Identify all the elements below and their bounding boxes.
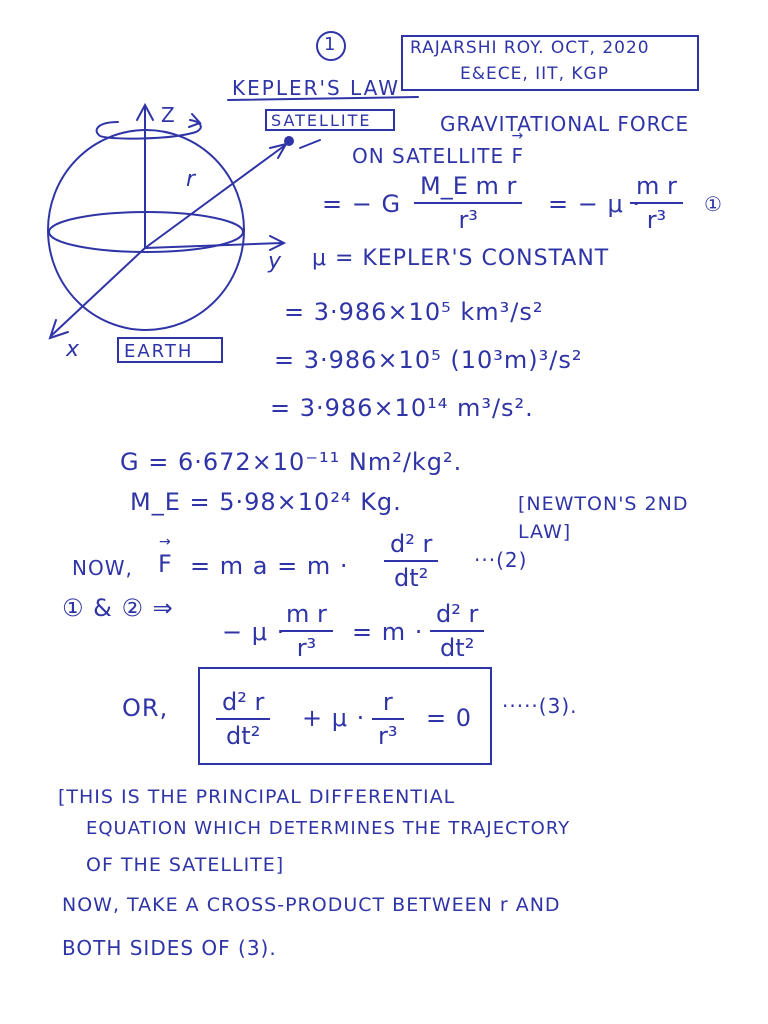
axis-x-label: x bbox=[66, 337, 80, 362]
now-label: NOW, bbox=[72, 556, 133, 580]
eq3-denominator2: r³ bbox=[378, 722, 398, 750]
eq1-mid: = − μ · bbox=[548, 190, 642, 218]
or-label: OR, bbox=[122, 694, 169, 722]
combine-numerator: m r bbox=[280, 598, 333, 632]
eq3-tag: ·····(3). bbox=[502, 694, 578, 718]
combine-numerator2: d² r bbox=[430, 598, 484, 632]
note-line2: EQUATION WHICH DETERMINES THE TRAJECTORY bbox=[86, 818, 571, 839]
note-line3: OF THE SATELLITE] bbox=[86, 854, 285, 876]
eq2-tag: ···(2) bbox=[474, 548, 528, 572]
force-line2 bbox=[352, 144, 524, 168]
newton-numerator: d² r bbox=[384, 528, 438, 562]
axis-y-label: y bbox=[268, 249, 282, 274]
combine-denominator2: dt² bbox=[440, 634, 475, 662]
newton-F bbox=[158, 550, 173, 578]
author-line: RAJARSHI ROY. OCT, 2020 bbox=[410, 38, 650, 58]
eq3-fraction bbox=[216, 686, 270, 752]
newton-fraction bbox=[384, 528, 438, 594]
eq3-numerator: d² r bbox=[216, 686, 270, 720]
eq1-lhs: = − G bbox=[322, 190, 402, 218]
x-axis bbox=[52, 248, 145, 335]
eq3-plus: + μ · bbox=[302, 704, 366, 732]
eq3-denominator: dt² bbox=[226, 722, 261, 750]
force-line1: GRAVITATIONAL FORCE bbox=[440, 112, 690, 136]
eq3-rhs: = 0 bbox=[426, 704, 473, 732]
earth-label: EARTH bbox=[124, 341, 194, 362]
mu-definition: μ = KEPLER'S CONSTANT bbox=[312, 246, 610, 271]
axis-z-label: Z bbox=[161, 103, 175, 127]
force-vector-F: → F bbox=[512, 144, 525, 168]
dept-line: E&ECE, IIT, KGP bbox=[460, 64, 609, 84]
eq1-fraction bbox=[414, 170, 522, 236]
next-line2: BOTH SIDES OF (3). bbox=[62, 936, 277, 960]
combine-minus-mu: − μ · bbox=[222, 618, 286, 646]
next-line1: NOW, TAKE A CROSS-PRODUCT BETWEEN r AND bbox=[62, 894, 561, 916]
combine-fraction2 bbox=[430, 598, 484, 664]
eq1-tag: ① bbox=[704, 192, 723, 216]
vector-r-label: r bbox=[186, 167, 196, 192]
eq3-fraction2 bbox=[372, 686, 404, 752]
newton-bracket: [NEWTON'S 2ND LAW] bbox=[518, 493, 689, 543]
newton-F-vec: → F bbox=[158, 550, 173, 578]
satellite-dot bbox=[284, 136, 294, 146]
eq1-denominator2: r³ bbox=[646, 206, 667, 234]
eq1-fraction2 bbox=[630, 170, 683, 236]
page-number: 1 bbox=[324, 34, 337, 55]
newton-mid: = m a = m · bbox=[190, 552, 349, 580]
combine-denominator: r³ bbox=[296, 634, 317, 662]
combine-lhs: ① & ② ⇒ bbox=[62, 594, 174, 622]
page-title: KEPLER'S LAW bbox=[232, 76, 401, 100]
combine-fraction bbox=[280, 598, 333, 664]
note-line1: [THIS IS THE PRINCIPAL DIFFERENTIAL bbox=[58, 786, 456, 808]
G-value: G = 6·672×10⁻¹¹ Nm²/kg². bbox=[120, 448, 463, 476]
eq1-denominator: r³ bbox=[458, 206, 478, 234]
combine-eq: = m · bbox=[352, 618, 424, 646]
mu-value-2: = 3·986×10⁵ (10³m)³/s² bbox=[274, 346, 583, 374]
position-vector-r bbox=[145, 146, 284, 248]
eq1-numerator: M_E m r bbox=[414, 170, 522, 204]
mu-value-3: = 3·986×10¹⁴ m³/s². bbox=[270, 394, 534, 422]
satellite-label: SATELLITE bbox=[271, 111, 372, 130]
eq1-numerator2: m r bbox=[630, 170, 683, 204]
eq3-numerator2: r bbox=[372, 686, 404, 720]
ME-value: M_E = 5·98×10²⁴ Kg. bbox=[130, 488, 402, 516]
mu-value-1: = 3·986×10⁵ km³/s² bbox=[284, 298, 544, 326]
newton-denominator: dt² bbox=[394, 564, 429, 592]
force-line2-text: ON SATELLITE bbox=[352, 144, 505, 168]
